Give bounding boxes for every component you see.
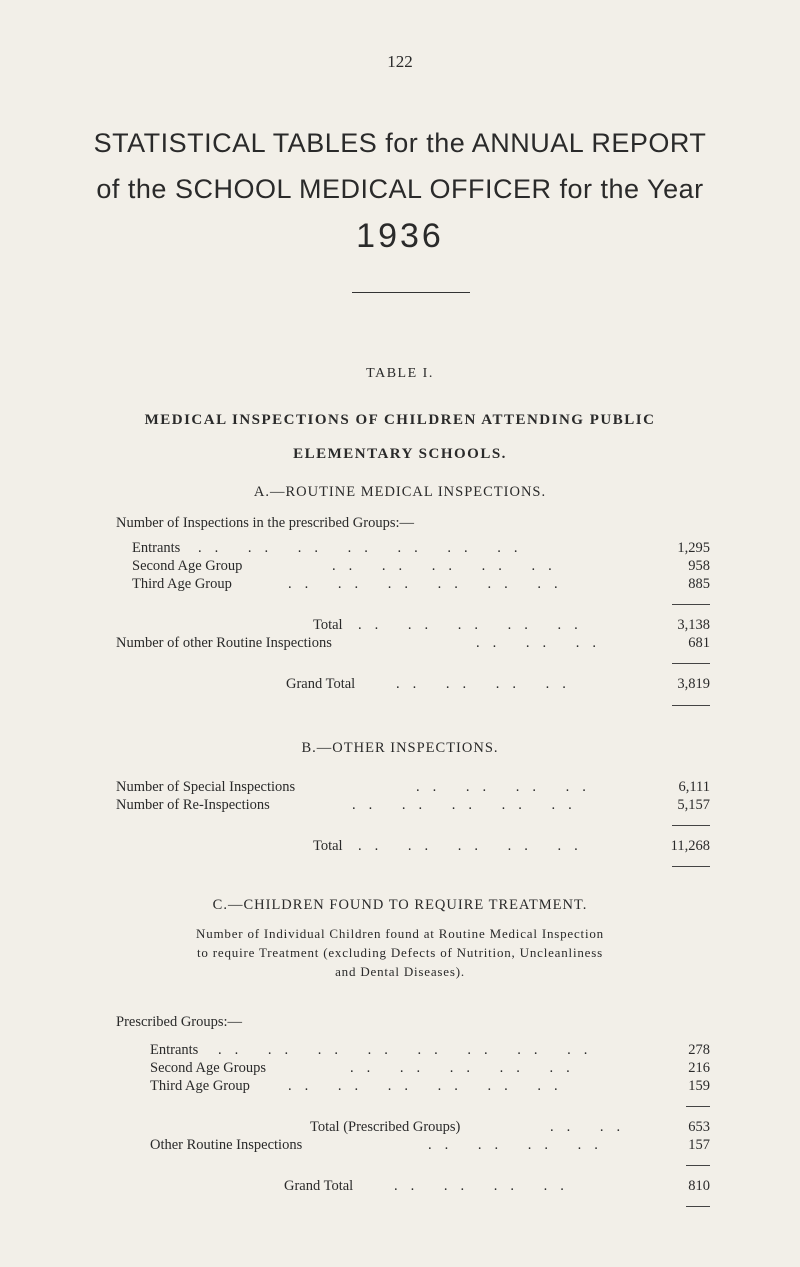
row-value: 1,295: [677, 540, 710, 556]
leader-dots: .. .. .. .. .. .. ..: [198, 540, 531, 556]
total-label: Total (Prescribed Groups): [310, 1119, 461, 1135]
table-label: TABLE I.: [366, 366, 434, 381]
leader-dots: .. .. .. ..: [416, 779, 599, 795]
subtotal-rule: [686, 1106, 710, 1107]
section-a-title: A.—ROUTINE MEDICAL INSPECTIONS.: [253, 484, 547, 500]
row-label: Third Age Group: [132, 576, 232, 592]
subtotal-rule: [672, 825, 710, 826]
leader-dots: .. .. .. .. ..: [358, 838, 591, 854]
total-row: [313, 617, 710, 635]
grand-total-row: [284, 1178, 710, 1196]
leader-dots: .. ..: [550, 1119, 634, 1135]
row-value: 958: [688, 558, 710, 574]
total-row: [310, 1119, 710, 1137]
table-row: [116, 635, 710, 653]
row-value: 216: [688, 1060, 710, 1076]
grand-total-label: Grand Total: [286, 676, 356, 692]
row-value: 681: [688, 635, 710, 651]
table-row: [116, 797, 710, 815]
section-c-intro-text: Prescribed Groups:—: [116, 1014, 243, 1030]
report-year: 1936: [356, 217, 444, 255]
row-value: 278: [688, 1042, 710, 1058]
section-a-intro-text: Number of Inspections in the prescribed Groups:—: [116, 515, 414, 531]
table-row: [132, 540, 710, 558]
leader-dots: .. .. .. .. .. ..: [288, 1078, 571, 1094]
table-row: [132, 576, 710, 594]
total-value: 653: [688, 1119, 710, 1135]
section-b-title: B.—OTHER INSPECTIONS.: [301, 740, 499, 756]
table-row: [150, 1137, 710, 1155]
report-title-line-1: STATISTICAL TABLES for the ANNUAL REPORT: [93, 128, 707, 158]
report-title-line-2: of the SCHOOL MEDICAL OFFICER for the Year: [96, 174, 704, 204]
total-value: 11,268: [670, 838, 710, 854]
row-label: Entrants: [150, 1042, 199, 1058]
leader-dots: .. .. .. ..: [428, 1137, 611, 1153]
leader-dots: .. .. ..: [476, 635, 609, 651]
section-c-subtitle-line-3: and Dental Diseases).: [335, 964, 465, 979]
total-rule: [672, 705, 710, 706]
table-row: [150, 1078, 710, 1096]
row-value: 5,157: [677, 797, 710, 813]
page-number: 122: [387, 52, 413, 71]
grand-total-label: Grand Total: [284, 1178, 354, 1194]
row-label: Number of other Routine Inspections: [116, 635, 332, 651]
title-divider: [352, 292, 470, 293]
row-label: Entrants: [132, 540, 181, 556]
subtotal-rule: [672, 604, 710, 605]
row-value: 157: [688, 1137, 710, 1153]
total-label: Total: [313, 838, 343, 854]
leader-dots: .. .. .. ..: [394, 1178, 577, 1194]
row-label: Second Age Group: [132, 558, 243, 574]
table-row: [116, 779, 710, 797]
row-label: Third Age Group: [150, 1078, 250, 1094]
leader-dots: .. .. .. .. ..: [358, 617, 591, 633]
grand-total-row: [286, 676, 710, 694]
section-c-subtitle-line-1: Number of Individual Children found at Routine Medical Inspection: [196, 926, 604, 941]
leader-dots: .. .. .. .. .. .. .. ..: [218, 1042, 601, 1058]
row-value: 6,111: [678, 779, 710, 795]
table-row: [150, 1042, 710, 1060]
row-label: Other Routine Inspections: [150, 1137, 303, 1153]
total-label: Total: [313, 617, 343, 633]
row-label: Number of Special Inspections: [116, 779, 296, 795]
section-c-title: C.—CHILDREN FOUND TO REQUIRE TREATMENT.: [212, 897, 588, 913]
grand-total-value: 810: [688, 1178, 710, 1194]
leader-dots: .. .. .. .. ..: [332, 558, 565, 574]
row-value: 159: [688, 1078, 710, 1094]
leader-dots: .. .. .. .. ..: [352, 797, 585, 813]
row-value: 885: [688, 576, 710, 592]
leader-dots: .. .. .. .. .. ..: [288, 576, 571, 592]
leader-dots: .. .. .. .. ..: [350, 1060, 583, 1076]
section-c-subtitle-line-2: to require Treatment (excluding Defects of Nutrition, Uncleanliness: [197, 945, 603, 960]
leader-dots: .. .. .. ..: [396, 676, 579, 692]
subtotal-rule: [686, 1165, 710, 1166]
total-value: 3,138: [677, 617, 710, 633]
subtotal-rule: [672, 663, 710, 664]
total-row: [313, 838, 710, 856]
table-heading-line-1: MEDICAL INSPECTIONS OF CHILDREN ATTENDING PUBLIC: [144, 412, 656, 428]
table-heading-line-2: ELEMENTARY SCHOOLS.: [293, 446, 507, 462]
total-rule: [686, 1206, 710, 1207]
table-row: [132, 558, 710, 576]
table-row: [150, 1060, 710, 1078]
grand-total-value: 3,819: [677, 676, 710, 692]
total-rule: [672, 866, 710, 867]
row-label: Number of Re-Inspections: [116, 797, 270, 813]
row-label: Second Age Groups: [150, 1060, 266, 1076]
